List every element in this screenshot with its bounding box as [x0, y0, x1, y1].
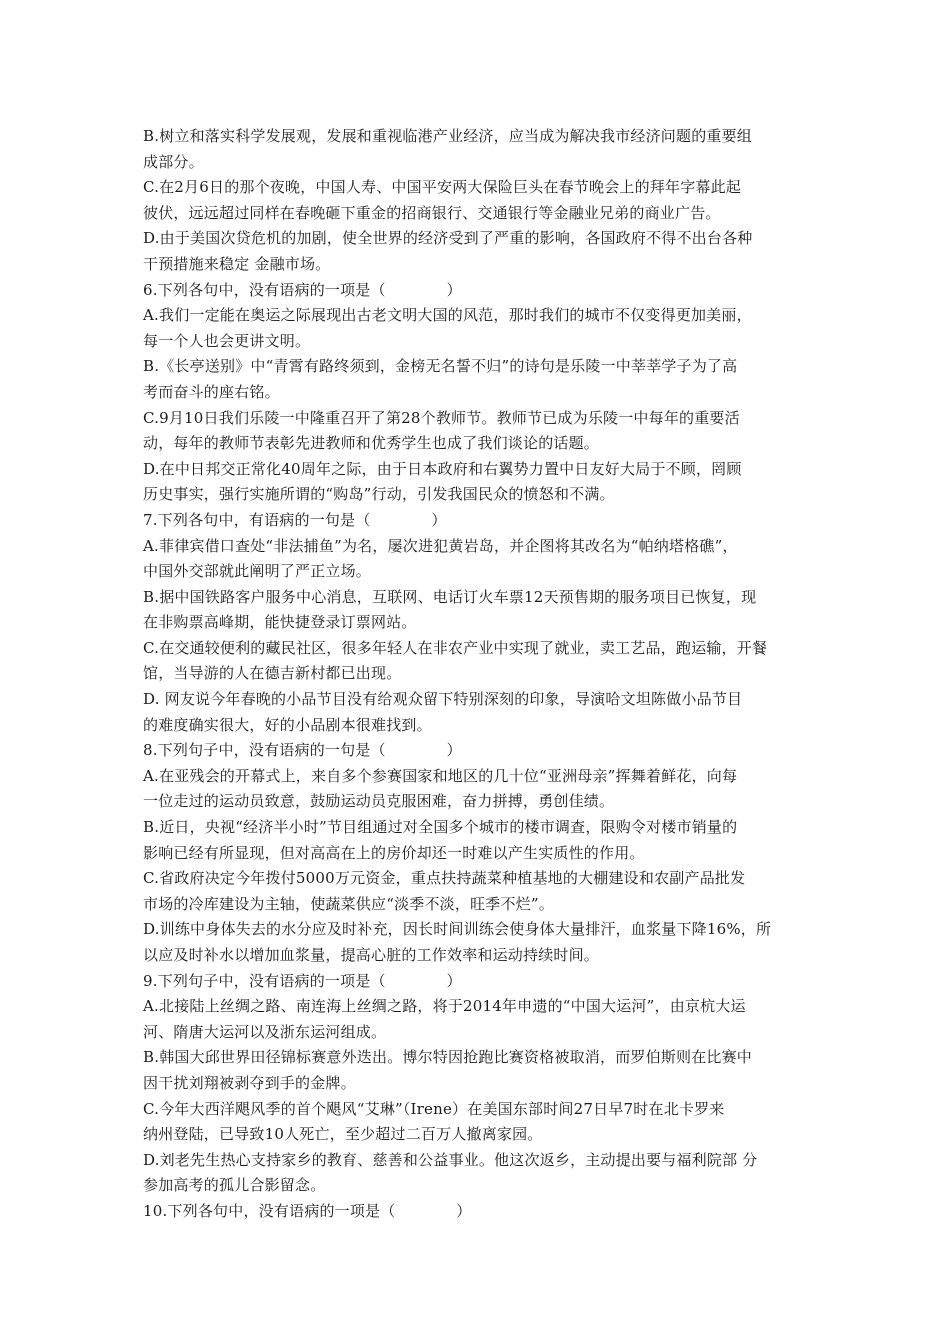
text-line: 影响已经有所显现，但对高高在上的房价却还一时难以产生实质性的作用。	[143, 843, 645, 862]
text-line: D.在中日邦交正常化40周年之际，由于日本政府和右翼势力置中日友好大局于不顾，罔顾	[143, 459, 742, 478]
text-line: 成部分。	[143, 152, 204, 171]
text-line: B.树立和落实科学发展观，发展和重视临港产业经济，应当成为解决我市经济问题的重要组	[143, 127, 752, 145]
text-line: D.由于美国次贷危机的加剧，使全世界的经济受到了严重的影响，各国政府不得不出台各种	[143, 229, 753, 248]
text-line: A.北接陆上丝绸之路、南连海上丝绸之路，将于2014年申遗的“中国大运河”，由京杭大运	[143, 997, 746, 1016]
text-line: 参加高考的孤儿合影留念。	[143, 1176, 326, 1195]
text-line: B.近日，央视“经济半小时”节目组通过对全国多个城市的楼市调查，限购令对楼市销量的	[143, 818, 738, 837]
text-line: 因干扰刘翔被剥夺到手的金牌。	[143, 1073, 356, 1092]
text-line: 河、隋唐大运河以及浙东运河组成。	[143, 1022, 387, 1041]
text-line: 7.下列各句中，有语病的一句是（ ）	[143, 510, 447, 529]
text-line: D.训练中身体失去的水分应及时补充，因长时间训练会使身体大量排汗，血浆量下降16%，所	[143, 920, 772, 939]
text-line: 市场的冷库建设为主轴，使蔬菜供应“淡季不淡，旺季不烂”。	[143, 894, 554, 913]
text-line: 的难度确实很大，好的小品剧本很难找到。	[143, 715, 432, 734]
text-line: C.在2月6日的那个夜晚，中国人寿、中国平安两大保险巨头在春节晚会上的拜年字幕此起	[143, 178, 742, 197]
text-line: 彼伏，远远超过同样在春晚砸下重金的招商银行、交通银行等金融业兄弟的商业广告。	[143, 203, 721, 222]
text-line: 每一个人也会更讲文明。	[143, 331, 311, 350]
text-line: B.韩国大邱世界田径锦标赛意外迭出。博尔特因抢跑比赛资格被取消，而罗伯斯则在比赛中	[143, 1048, 752, 1067]
text-line: D. 网友说今年春晚的小品节目没有给观众留下特别深刻的印象，导演哈文坦陈做小品节目	[143, 690, 743, 709]
text-line: 考而奋斗的座右铭。	[143, 382, 280, 401]
text-line: 干预措施来稳定 金融市场。	[143, 254, 331, 273]
text-line: A.在亚残会的开幕式上，来自多个参赛国家和地区的几十位“亚洲母亲”挥舞着鲜花，向每	[143, 766, 738, 785]
text-line: B.《长亭送别》中“青霄有路终须到，金榜无名誓不归”的诗句是乐陵一中莘莘学子为了高	[143, 357, 738, 376]
text-line: A.菲律宾借口查处“非法捕鱼”为名，屡次进犯黄岩岛，并企图将其改名为“帕纳塔格礁”，	[143, 536, 738, 555]
text-line: B.据中国铁路客户服务中心消息，互联网、电话订火车票12天预售期的服务项目已恢复，现	[143, 587, 757, 606]
text-line: 以应及时补水以增加血浆量，提高心脏的工作效率和运动持续时间。	[143, 946, 600, 964]
text-line: C.省政府决定今年拨付5000万元资金，重点扶持蔬菜种植基地的大棚建设和农副产品批发	[143, 869, 746, 888]
text-line: 中国外交部就此阐明了严正立场。	[143, 562, 372, 581]
text-line: A.我们一定能在奥运之际展现出古老文明大国的风范，那时我们的城市不仅变得更加美丽，	[143, 306, 752, 325]
text-line: C.9月10日我们乐陵一中隆重召开了第28个教师节。教师节已成为乐陵一中每年的重要活	[143, 408, 740, 427]
text-line: D.刘老先生热心支持家乡的教育、慈善和公益事业。他这次返乡，主动提出要与福利院部 分	[143, 1150, 758, 1169]
text-line: 在非购票高峰期，能快捷登录订票网站。	[143, 613, 417, 632]
text-line: 10.下列各句中，没有语病的一项是（ ）	[143, 1201, 472, 1220]
text-line: 一位走过的运动员致意，鼓励运动员克服困难，奋力拼搏，勇创佳绩。	[143, 792, 615, 811]
text-line: 历史事实，强行实施所谓的“购岛”行动，引发我国民众的愤怒和不满。	[143, 485, 615, 504]
text-line: 馆，当导游的人在德吉新村都已出现。	[143, 664, 402, 683]
text-line: 9.下列句子中，没有语病的一项是（ ）	[143, 971, 462, 990]
text-line: C.今年大西洋飓风季的首个飓风“艾琳”（Irene）在美国东部时间27日早7时在北卡罗来	[143, 1099, 725, 1118]
text-line: C.在交通较便利的藏民社区，很多年轻人在非农产业中实现了就业，卖工艺品，跑运输，开餐	[143, 638, 768, 657]
text-line: 8.下列句子中，没有语病的一句是（ ）	[143, 741, 462, 760]
text-line: 动，每年的教师节表彰先进教师和优秀学生也成了我们谈论的话题。	[143, 434, 600, 453]
text-line: 纳州登陆，已导致10人死亡，至少超过二百万人撤离家园。	[143, 1125, 543, 1144]
document-body	[143, 124, 807, 1225]
text-line: 6.下列各句中，没有语病的一项是（ ）	[143, 280, 462, 299]
